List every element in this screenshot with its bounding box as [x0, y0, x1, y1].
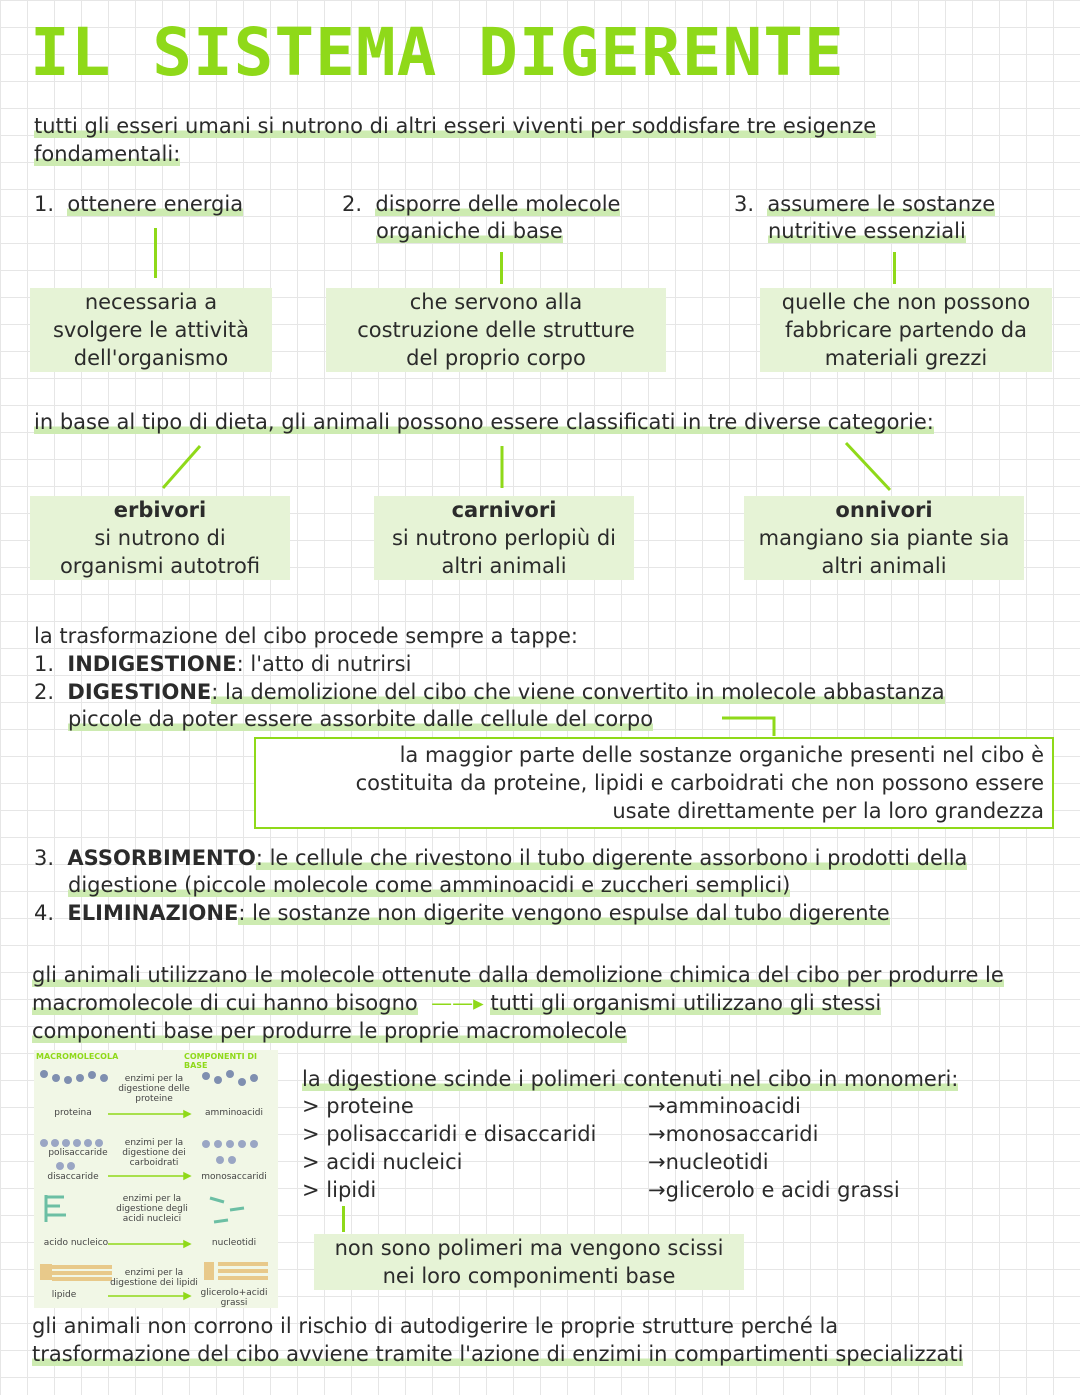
polymers-intro: la digestione scinde i polimeri contenuti nel cibo in monomeri: — [302, 1067, 959, 1091]
macro-line-1: gli animali utilizzano le molecole ottenute dalla demolizione chimica del cibo per produrre le — [32, 963, 1004, 987]
need-2-desc: che servono alla costruzione delle strutture del proprio corpo — [326, 288, 666, 372]
stage-4: 4. ELIMINAZIONE: le sostanze non digerite vengono espulse dal tubo digerente — [34, 901, 890, 925]
table-row-polysaccharide-macro: polisaccaride — [48, 1148, 108, 1158]
polymer-polysaccharides: > polisaccaridi e disaccaridi — [302, 1122, 597, 1146]
diet-omnivores: onnivori mangiano sia piante sia altri animali — [744, 496, 1024, 580]
table-row-lipid-enzyme: enzimi per la digestione dei lipidi — [110, 1268, 198, 1288]
table-row-carb-enzyme: enzimi per la digestione dei carboidrati — [122, 1138, 186, 1168]
need-3-desc: quelle che non possono fabbricare partendo da materiali grezzi — [760, 288, 1052, 372]
table-row-carb-base: monosaccaridi — [201, 1172, 267, 1182]
table-row-protein-macro: proteina — [54, 1108, 92, 1118]
stage-3: 3. ASSORBIMENTO: le cellule che rivestono il tubo digerente assorbono i prodotti della — [34, 846, 968, 870]
intro-line-2: fondamentali: — [34, 142, 181, 166]
closing-line-1: gli animali non corrono il rischio di autodigerire le proprie strutture perché la — [32, 1314, 839, 1338]
need-1-desc: necessaria a svolgere le attività dell'organismo — [30, 288, 272, 372]
stage-2-note-box: la maggior parte delle sostanze organiche presenti nel cibo è costituita da proteine, lipidi e carboidrati che non possono essere usate direttamente per la loro grandezza — [254, 737, 1054, 829]
need-3-title-l2: nutritive essenziali — [768, 219, 966, 243]
monomer-nucleotides: →nucleotidi — [648, 1150, 769, 1174]
need-2-title-l2: organiche di base — [376, 219, 563, 243]
macromolecule-table — [34, 1050, 278, 1308]
polymer-lipids: > lipidi — [302, 1178, 377, 1202]
need-1-title: 1. ottenere energia — [34, 192, 244, 216]
table-row-nucleic-macro: acido nucleico — [43, 1238, 109, 1248]
diet-carnivores: carnivori si nutrono perlopiù di altri animali — [374, 496, 634, 580]
table-row-nucleic-enzyme: enzimi per la digestione degli acidi nucleici — [116, 1194, 188, 1224]
table-row-protein-enzyme: enzimi per la digestione delle proteine — [118, 1074, 190, 1104]
diet-herbivores: erbivori si nutrono di organismi autotrofi — [30, 496, 290, 580]
table-col-base: COMPONENTI DI BASE — [184, 1052, 257, 1070]
polymer-proteins: > proteine — [302, 1094, 414, 1118]
table-row-lipid-base: glicerolo+acidi grassi — [200, 1288, 268, 1308]
stages-intro: la trasformazione del cibo procede sempre a tappe: — [34, 624, 578, 648]
monomer-glycerol: →glicerolo e acidi grassi — [648, 1178, 900, 1202]
macro-line-2: macromolecole di cui hanno bisogno ——▸ tutti gli organismi utilizzano gli stessi — [32, 991, 882, 1015]
macro-line-3: componenti base per produrre le proprie macromolecole — [32, 1019, 627, 1043]
monomer-monosaccharides: →monosaccaridi — [648, 1122, 819, 1146]
stage-1: 1. INDIGESTIONE: l'atto di nutrirsi — [34, 652, 412, 676]
stage-2-cont: piccole da poter essere assorbite dalle cellule del corpo — [68, 707, 654, 731]
stage-3-cont: digestione (piccole molecole come amminoacidi e zuccheri semplici) — [68, 873, 791, 897]
table-row-disaccharide-macro: disaccaride — [47, 1172, 99, 1182]
table-row-nucleic-base: nucleotidi — [211, 1238, 257, 1248]
need-3-title: 3. assumere le sostanze — [734, 192, 996, 216]
need-2-title: 2. disporre delle molecole — [342, 192, 621, 216]
polymer-nucleic-acids: > acidi nucleici — [302, 1150, 463, 1174]
lipids-note: non sono polimeri ma vengono scissi nei loro componimenti base — [314, 1234, 744, 1290]
arrow-icon: ——▸ — [424, 991, 484, 1015]
lipids-connector — [342, 1206, 345, 1232]
table-row-lipid-macro: lipide — [51, 1290, 77, 1300]
stage-2: 2. DIGESTIONE: la demolizione del cibo che viene convertito in molecole abbastanza — [34, 680, 945, 704]
intro-line-1: tutti gli esseri umani si nutrono di altri esseri viventi per soddisfare tre esigenze — [34, 114, 877, 138]
table-col-macro: MACROMOLECOLA — [36, 1052, 119, 1061]
closing-line-2: trasformazione del cibo avviene tramite l'azione di enzimi in compartimenti specializzati — [32, 1342, 964, 1366]
table-row-protein-base: amminoacidi — [205, 1108, 263, 1118]
page-title: IL SISTEMA DIGERENTE — [30, 14, 845, 91]
diet-intro: in base al tipo di dieta, gli animali possono essere classificati in tre diverse categorie: — [34, 410, 934, 434]
monomer-aminoacids: →amminoacidi — [648, 1094, 801, 1118]
